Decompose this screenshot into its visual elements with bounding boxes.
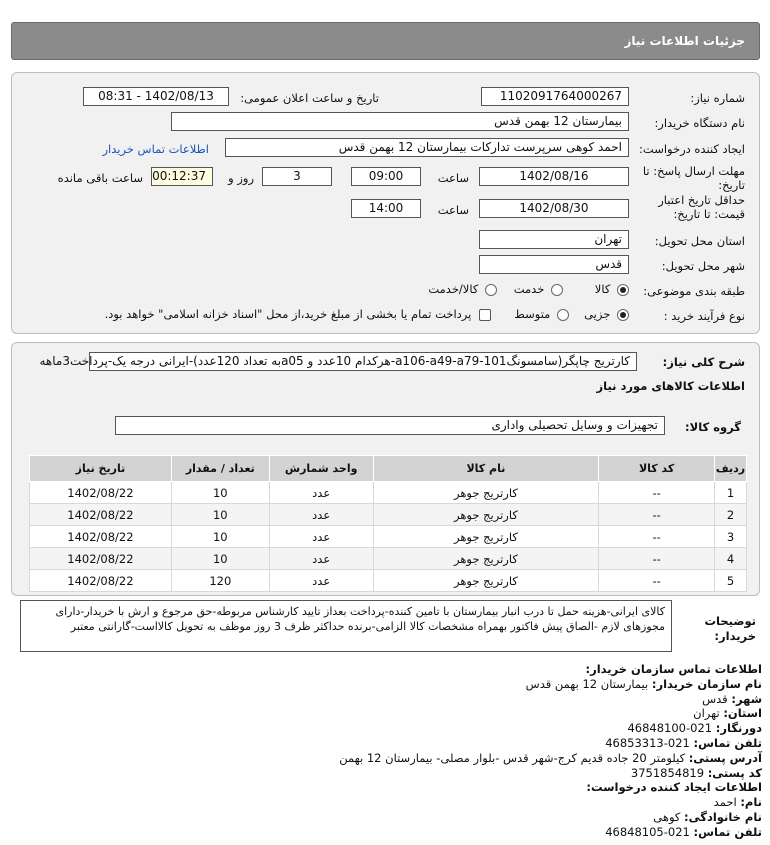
contact-city: شهر: قدس — [702, 691, 762, 706]
days-field[interactable]: 3 — [262, 167, 332, 186]
radio-icon — [617, 284, 629, 296]
contact-info — [22, 662, 762, 840]
contact-province: استان: تهران — [693, 706, 762, 721]
buyer-org-label: نام دستگاه خریدار: — [654, 116, 745, 130]
contact-title: اطلاعات تماس سازمان خریدار: — [585, 662, 762, 676]
deadline-date-field[interactable]: 1402/08/16 — [479, 167, 629, 186]
deadline-time-field[interactable]: 09:00 — [351, 167, 421, 186]
process-label: نوع فرآیند خرید : — [663, 309, 745, 323]
need-number-field[interactable]: 1102091764000267 — [481, 87, 629, 106]
need-number-label: شماره نیاز: — [690, 91, 745, 105]
col-name: نام کالا — [373, 456, 599, 482]
remaining-time-field: 00:12:37 — [151, 167, 213, 186]
table-row[interactable]: 1 -- کارتریج جوهر عدد 10 1402/08/22 — [30, 482, 747, 504]
contact-fax: دورنگار: 021-46848100 — [627, 721, 762, 736]
checkbox-icon — [479, 309, 491, 321]
buyer-notes-label: توضیحات خریدار: — [704, 614, 756, 643]
category-radio-goods-service[interactable]: کالا/خدمت — [428, 282, 497, 296]
goods-panel — [11, 342, 760, 596]
creator-family: نام خانوادگی: کوهی — [653, 809, 762, 824]
col-date: تاریخ نیاز — [30, 456, 172, 482]
days-and-label: روز و — [228, 171, 254, 185]
goods-section-title: اطلاعات کالاهای مورد نیاز — [596, 379, 745, 393]
creator-name: نام: احمد — [713, 795, 762, 810]
deadline-label: مهلت ارسال پاسخ: تا تاریخ: — [642, 164, 745, 192]
announce-field[interactable]: 1402/08/13 - 08:31 — [83, 87, 229, 106]
process-radio-minor[interactable]: جزیی — [584, 307, 629, 321]
page-header — [11, 22, 760, 60]
remaining-label: ساعت باقی مانده — [57, 171, 143, 185]
radio-icon — [551, 284, 563, 296]
validity-time-field[interactable]: 14:00 — [351, 199, 421, 218]
radio-icon — [557, 309, 569, 321]
validity-time-label: ساعت — [437, 203, 469, 217]
table-row[interactable]: 3 -- کارتریج جوهر عدد 10 1402/08/22 — [30, 526, 747, 548]
category-label: طبقه بندی موضوعی: — [643, 284, 745, 298]
table-row[interactable]: 5 -- کارتریج جوهر عدد 120 1402/08/22 — [30, 570, 747, 592]
province-label: استان محل تحویل: — [654, 234, 745, 248]
payment-treasury-option[interactable]: پرداخت تمام یا بخشی از مبلغ خرید،از محل "اسناد خزانه اسلامی" خواهد بود. — [105, 307, 491, 321]
col-qty: تعداد / مقدار — [171, 456, 269, 482]
radio-icon — [485, 284, 497, 296]
buyer-notes-box: کالای ایرانی-هزینه حمل تا درب انبار بیمارستان با تامین کننده-پرداخت بعداز تایید کارشناس مربوطه-حق مرجوع و ارش با خریدار-دارای مجوزهای لازم -الصاق پیش فاکتور بهمراه مشخصات کالا الزامی-برنده حداکثر ظرف 3 روز موظف به تحویل کالااست-گارانتی معتبر — [20, 600, 672, 652]
table-row[interactable]: 4 -- کارتریج جوهر عدد 10 1402/08/22 — [30, 548, 747, 570]
city-field[interactable]: قدس — [479, 255, 629, 274]
contact-phone: تلفن تماس: 021-46853313 — [605, 735, 762, 750]
province-field[interactable]: تهران — [479, 230, 629, 249]
col-unit: واحد شمارش — [269, 456, 373, 482]
goods-group-label: گروه کالا: — [685, 420, 741, 434]
table-header-row — [30, 456, 747, 482]
page-title: جزئیات اطلاعات نیاز — [624, 34, 745, 48]
description-field: کارتریج چاپگر(سامسونگ101-a106-a49-a79-هرکدام 10عدد و a05به تعداد 120عدد)-ایرانی درجه یک-پرداخت3ماهه — [89, 352, 637, 371]
radio-icon — [617, 309, 629, 321]
process-radio-medium[interactable]: متوسط — [514, 307, 569, 321]
creator-field[interactable]: احمد کوهی سرپرست تدارکات بیمارستان 12 بهمن قدس — [225, 138, 629, 157]
buyer-org-field[interactable]: بیمارستان 12 بهمن قدس — [171, 112, 629, 131]
goods-table — [29, 455, 747, 592]
contact-address: آدرس پستی: کیلومتر 20 جاده قدیم کرج-شهر قدس -بلوار مصلی- بیمارستان 12 بهمن — [339, 750, 762, 765]
table-row[interactable]: 2 -- کارتریج جوهر عدد 10 1402/08/22 — [30, 504, 747, 526]
validity-label: حداقل تاریخ اعتبار قیمت: تا تاریخ: — [658, 193, 745, 221]
description-label: شرح کلی نیاز: — [662, 355, 745, 369]
creator-title: اطلاعات ایجاد کننده درخواست: — [586, 780, 762, 795]
category-radio-goods[interactable]: کالا — [595, 282, 629, 296]
buyer-contact-link[interactable]: اطلاعات تماس خریدار — [102, 142, 209, 156]
announce-label: تاریخ و ساعت اعلان عمومی: — [240, 91, 379, 105]
contact-org: نام سازمان خریدار: بیمارستان 12 بهمن قدس — [525, 676, 762, 691]
col-code: کد کالا — [599, 456, 715, 482]
city-label: شهر محل تحویل: — [661, 259, 745, 273]
contact-postal: کد پستی: 3751854819 — [630, 765, 762, 780]
need-info-panel — [11, 72, 760, 334]
validity-date-field[interactable]: 1402/08/30 — [479, 199, 629, 218]
deadline-time-label: ساعت — [437, 171, 469, 185]
goods-group-field[interactable]: تجهیزات و وسایل تحصیلی واداری — [115, 416, 665, 435]
creator-label: ایجاد کننده درخواست: — [639, 142, 745, 156]
col-row: ردیف — [715, 456, 747, 482]
creator-phone: تلفن تماس: 021-46848105 — [605, 824, 762, 839]
category-radio-service[interactable]: خدمت — [514, 282, 563, 296]
